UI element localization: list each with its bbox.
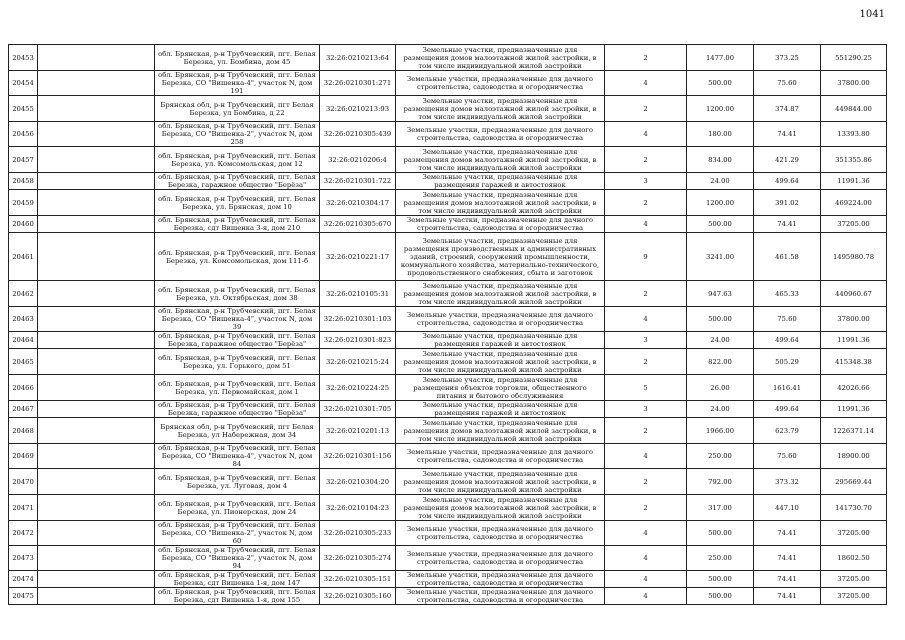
land-purpose-cell: Земельные участки, предназначенные для размещения домов малоэтажной жилой застройки, в том числе индивидуальной жилой застройки bbox=[396, 495, 605, 521]
address-cell bbox=[155, 332, 320, 349]
land-purpose-cell: Земельные участки, предназначенные для дачного строительства, садоводства и огородничества bbox=[396, 216, 605, 233]
blank-cell bbox=[38, 444, 155, 469]
cadastral-number-cell: 32:26:0210305:233 bbox=[320, 521, 396, 546]
address-text: обл. Брянская, р-н Трубчевский, пгт. Белая Березка, СО "Вишенка-2", участок N, дом 94 bbox=[158, 546, 316, 570]
land-purpose-cell: Земельные участки, предназначенные для дачного строительства, садоводства и огородничества bbox=[396, 444, 605, 469]
blank-cell bbox=[38, 96, 155, 122]
area-cell: 834.00 bbox=[687, 147, 754, 173]
cadastral-value-cell: 141730.70 bbox=[821, 495, 887, 521]
cadastral-value-cell: 37205.00 bbox=[821, 216, 887, 233]
address-cell bbox=[155, 571, 320, 588]
land-purpose-cell: Земельные участки, предназначенные для дачного строительства, садоводства и огородничества bbox=[396, 546, 605, 571]
address-text: Брянская обл, р-н Трубчевский, пгт Белая Березка, ул Бомбина, д 22 bbox=[160, 100, 314, 117]
table-row bbox=[9, 233, 887, 281]
row-id: 20474 bbox=[9, 571, 38, 588]
specific-value-cell: 374.87 bbox=[754, 96, 821, 122]
area-cell: 500.00 bbox=[687, 71, 754, 96]
specific-value-cell: 74.41 bbox=[754, 521, 821, 546]
cadastral-number-cell: 32:26:0210213:93 bbox=[320, 96, 396, 122]
land-purpose-cell: Земельные участки, предназначенные для дачного строительства, садоводства и огородничества bbox=[396, 122, 605, 147]
table-row bbox=[9, 71, 887, 96]
area-cell: 250.00 bbox=[687, 546, 754, 571]
cadastral-number-cell: 32:26:0210301:722 bbox=[320, 173, 396, 190]
blank-cell bbox=[38, 571, 155, 588]
specific-value-cell: 74.41 bbox=[754, 571, 821, 588]
cadastral-number-cell: 32:26:0210301:823 bbox=[320, 332, 396, 349]
land-purpose-cell: Земельные участки, предназначенные для дачного строительства, садоводства и огородничества bbox=[396, 571, 605, 588]
area-cell: 1966.00 bbox=[687, 418, 754, 444]
table-row bbox=[9, 495, 887, 521]
specific-value-cell: 505.29 bbox=[754, 349, 821, 375]
land-purpose-cell: Земельные участки, предназначенные для размещения домов малоэтажной жилой застройки, в том числе индивидуальной жилой застройки bbox=[396, 96, 605, 122]
address-text: обл. Брянская, р-н Трубчевский, пгт. Белая Березка, ул. Пионерская, дом 24 bbox=[158, 499, 316, 516]
address-cell bbox=[155, 216, 320, 233]
blank-cell bbox=[38, 307, 155, 332]
cadastral-number-cell: 32:26:0210221:17 bbox=[320, 233, 396, 281]
cadastral-value-cell: 18602.50 bbox=[821, 546, 887, 571]
specific-value-cell: 75.60 bbox=[754, 71, 821, 96]
cadastral-number-cell: 32:26:0210305:274 bbox=[320, 546, 396, 571]
address-text: обл. Брянская, р-н Трубчевский, пгт. Белая Березка, СО "Вишенка-4", участок N, дом 39 bbox=[158, 307, 316, 331]
cadastral-number-cell: 32:26:0210301:705 bbox=[320, 401, 396, 418]
address-text: обл. Брянская, р-н Трубчевский, пгт. Белая Березка, ул. Октябрьская, дом 38 bbox=[158, 285, 316, 302]
row-id: 20457 bbox=[9, 147, 38, 173]
row-id: 20473 bbox=[9, 546, 38, 571]
address-text: обл. Брянская, р-н Трубчевский, пгт. Белая Березка, гаражное общество "Берёза" bbox=[158, 401, 316, 417]
specific-value-cell: 75.60 bbox=[754, 307, 821, 332]
address-text: обл. Брянская, р-н Трубчевский, пгт. Белая Березка, гаражное общество "Берёза" bbox=[158, 173, 316, 189]
area-cell: 500.00 bbox=[687, 307, 754, 332]
cadastral-number-cell: 32:26:0210206:4 bbox=[320, 147, 396, 173]
table-row bbox=[9, 588, 887, 605]
address-text: Брянская обл, р-н Трубчевский, пгт Белая Березка, ул Набережная, дом 34 bbox=[160, 422, 314, 439]
group-cell: 2 bbox=[605, 495, 687, 521]
cadastral-number-cell: 32:26:0210305:151 bbox=[320, 571, 396, 588]
address-cell bbox=[155, 147, 320, 173]
cadastral-number-cell: 32:26:0210104:23 bbox=[320, 495, 396, 521]
row-id: 20470 bbox=[9, 469, 38, 495]
land-purpose-cell: Земельные участки, предназначенные для размещения домов малоэтажной жилой застройки, в том числе индивидуальной жилой застройки bbox=[396, 190, 605, 216]
address-text: обл. Брянская, р-н Трубчевский, пгт. Белая Березка, ул. Горького, дом 51 bbox=[158, 353, 316, 370]
group-cell: 4 bbox=[605, 546, 687, 571]
row-id: 20469 bbox=[9, 444, 38, 469]
cadastral-value-cell: 351355.86 bbox=[821, 147, 887, 173]
specific-value-cell: 447.10 bbox=[754, 495, 821, 521]
group-cell: 2 bbox=[605, 96, 687, 122]
blank-cell bbox=[38, 521, 155, 546]
address-cell bbox=[155, 307, 320, 332]
address-text: обл. Брянская, р-н Трубчевский, пгт. Белая Березка, гаражное общество "Берёза" bbox=[158, 332, 316, 348]
cadastral-number-cell: 32:26:0210304:17 bbox=[320, 190, 396, 216]
address-text: обл. Брянская, р-н Трубчевский, пгт. Белая Березка, ул. Первомайская, дом 1 bbox=[158, 379, 316, 396]
specific-value-cell: 623.79 bbox=[754, 418, 821, 444]
area-cell: 26.00 bbox=[687, 375, 754, 401]
group-cell: 2 bbox=[605, 281, 687, 307]
blank-cell bbox=[38, 332, 155, 349]
row-id: 20471 bbox=[9, 495, 38, 521]
land-purpose-cell: Земельные участки, предназначенные для размещения объектов торговли, общественного питания и бытового обслуживания bbox=[396, 375, 605, 401]
cadastral-number-cell: 32:26:0210105:31 bbox=[320, 281, 396, 307]
area-cell: 1200.00 bbox=[687, 190, 754, 216]
blank-cell bbox=[38, 190, 155, 216]
address-cell bbox=[155, 190, 320, 216]
land-purpose-cell: Земельные участки, предназначенные для размещения домов малоэтажной жилой застройки, в том числе индивидуальной жилой застройки bbox=[396, 469, 605, 495]
specific-value-cell: 499.64 bbox=[754, 401, 821, 418]
page-number: 1041 bbox=[859, 9, 885, 20]
land-purpose-cell: Земельные участки, предназначенные для размещения домов малоэтажной жилой застройки, в том числе индивидуальной жилой застройки bbox=[396, 147, 605, 173]
area-cell: 500.00 bbox=[687, 521, 754, 546]
address-cell bbox=[155, 469, 320, 495]
row-id: 20454 bbox=[9, 71, 38, 96]
area-cell: 180.00 bbox=[687, 122, 754, 147]
area-cell: 1200.00 bbox=[687, 96, 754, 122]
group-cell: 2 bbox=[605, 349, 687, 375]
blank-cell bbox=[38, 281, 155, 307]
group-cell: 9 bbox=[605, 233, 687, 281]
group-cell: 2 bbox=[605, 147, 687, 173]
address-text: обл. Брянская, р-н Трубчевский, пгт. Белая Березка, СО "Вишенка-4", участок N, дом 84 bbox=[158, 444, 316, 468]
row-id: 20465 bbox=[9, 349, 38, 375]
cadastral-number-cell: 32:26:0210213:64 bbox=[320, 45, 396, 71]
specific-value-cell: 1616.41 bbox=[754, 375, 821, 401]
cadastral-value-cell: 449844.00 bbox=[821, 96, 887, 122]
blank-cell bbox=[38, 216, 155, 233]
table-row bbox=[9, 349, 887, 375]
area-cell: 792.00 bbox=[687, 469, 754, 495]
table-row bbox=[9, 122, 887, 147]
address-cell bbox=[155, 495, 320, 521]
land-purpose-cell: Земельные участки, предназначенные для размещения гаражей и автостоянок bbox=[396, 401, 605, 418]
cadastral-value-cell: 37800.00 bbox=[821, 307, 887, 332]
cadastral-value-cell: 37205.00 bbox=[821, 571, 887, 588]
group-cell: 4 bbox=[605, 444, 687, 469]
group-cell: 2 bbox=[605, 45, 687, 71]
address-cell bbox=[155, 375, 320, 401]
cadastral-number-cell: 32:26:0210301:156 bbox=[320, 444, 396, 469]
table-row bbox=[9, 190, 887, 216]
area-cell: 500.00 bbox=[687, 588, 754, 605]
cadastral-value-cell: 1226371.14 bbox=[821, 418, 887, 444]
row-id: 20460 bbox=[9, 216, 38, 233]
specific-value-cell: 461.58 bbox=[754, 233, 821, 281]
group-cell: 4 bbox=[605, 216, 687, 233]
area-cell: 24.00 bbox=[687, 401, 754, 418]
cadastral-value-cell: 37800.00 bbox=[821, 71, 887, 96]
specific-value-cell: 421.29 bbox=[754, 147, 821, 173]
area-cell: 24.00 bbox=[687, 173, 754, 190]
cadastral-value-cell: 13393.80 bbox=[821, 122, 887, 147]
group-cell: 4 bbox=[605, 588, 687, 605]
row-id: 20455 bbox=[9, 96, 38, 122]
address-text: обл. Брянская, р-н Трубчевский, пгт. Белая Березка, ул. Комсомольская, дом 111-б bbox=[158, 248, 316, 265]
area-cell: 947.63 bbox=[687, 281, 754, 307]
specific-value-cell: 499.64 bbox=[754, 332, 821, 349]
row-id: 20458 bbox=[9, 173, 38, 190]
cadastral-number-cell: 32:26:0210301:103 bbox=[320, 307, 396, 332]
specific-value-cell: 373.25 bbox=[754, 45, 821, 71]
area-cell: 500.00 bbox=[687, 216, 754, 233]
table-row bbox=[9, 216, 887, 233]
land-purpose-cell: Земельные участки, предназначенные для дачного строительства, садоводства и огородничества bbox=[396, 521, 605, 546]
cadastral-number-cell: 32:26:0210305:439 bbox=[320, 122, 396, 147]
group-cell: 4 bbox=[605, 307, 687, 332]
blank-cell bbox=[38, 375, 155, 401]
table-row bbox=[9, 375, 887, 401]
row-id: 20472 bbox=[9, 521, 38, 546]
address-text: обл. Брянская, р-н Трубчевский, пгт. Белая Березка, ул. Луговая, дом 4 bbox=[158, 473, 316, 490]
address-text: обл. Брянская, р-н Трубчевский, пгт. Белая Березка, СО "Вишенка-2", участок N, дом 258 bbox=[158, 122, 316, 146]
cadastral-value-cell: 469224.00 bbox=[821, 190, 887, 216]
address-text: обл. Брянская, р-н Трубчевский, пгт. Белая Березка, ул. Бомбина, дом 45 bbox=[158, 49, 316, 66]
group-cell: 2 bbox=[605, 418, 687, 444]
blank-cell bbox=[38, 469, 155, 495]
specific-value-cell: 74.41 bbox=[754, 216, 821, 233]
blank-cell bbox=[38, 122, 155, 147]
row-id: 20468 bbox=[9, 418, 38, 444]
cadastral-value-cell: 42026.66 bbox=[821, 375, 887, 401]
cadastral-number-cell: 32:26:0210201:13 bbox=[320, 418, 396, 444]
table-row bbox=[9, 96, 887, 122]
cadastral-value-cell: 11991.36 bbox=[821, 332, 887, 349]
cadastral-value-cell: 295669.44 bbox=[821, 469, 887, 495]
cadastral-value-table bbox=[8, 44, 887, 605]
blank-cell bbox=[38, 418, 155, 444]
table-row bbox=[9, 173, 887, 190]
group-cell: 2 bbox=[605, 190, 687, 216]
cadastral-number-cell: 32:26:0210305:670 bbox=[320, 216, 396, 233]
row-id: 20466 bbox=[9, 375, 38, 401]
specific-value-cell: 465.33 bbox=[754, 281, 821, 307]
area-cell: 822.00 bbox=[687, 349, 754, 375]
row-id: 20463 bbox=[9, 307, 38, 332]
cadastral-number-cell: 32:26:0210304:20 bbox=[320, 469, 396, 495]
group-cell: 4 bbox=[605, 571, 687, 588]
cadastral-number-cell: 32:26:0210301:271 bbox=[320, 71, 396, 96]
table-row bbox=[9, 571, 887, 588]
blank-cell bbox=[38, 401, 155, 418]
address-text: обл. Брянская, р-н Трубчевский, пгт. Белая Березка, ул. Брянская, дом 10 bbox=[158, 194, 316, 211]
address-text: обл. Брянская, р-н Трубчевский, пгт. Белая Березка, сдт Вишенка 1-я, дом 147 bbox=[158, 571, 316, 587]
address-text: обл. Брянская, р-н Трубчевский, пгт. Белая Березка, СО "Вишенка-2", участок N, дом 60 bbox=[158, 521, 316, 545]
group-cell: 3 bbox=[605, 401, 687, 418]
cadastral-number-cell: 32:26:0210224:25 bbox=[320, 375, 396, 401]
row-id: 20459 bbox=[9, 190, 38, 216]
table-row bbox=[9, 147, 887, 173]
land-purpose-cell: Земельные участки, предназначенные для размещения гаражей и автостоянок bbox=[396, 332, 605, 349]
group-cell: 4 bbox=[605, 122, 687, 147]
table-row bbox=[9, 418, 887, 444]
address-text: обл. Брянская, р-н Трубчевский, пгт. Белая Березка, сдт Вишенка 3-я, дом 210 bbox=[158, 216, 316, 232]
address-cell bbox=[155, 401, 320, 418]
cadastral-value-cell: 18900.00 bbox=[821, 444, 887, 469]
specific-value-cell: 74.41 bbox=[754, 588, 821, 605]
row-id: 20453 bbox=[9, 45, 38, 71]
specific-value-cell: 373.32 bbox=[754, 469, 821, 495]
address-cell bbox=[155, 45, 320, 71]
address-cell bbox=[155, 349, 320, 375]
row-id: 20456 bbox=[9, 122, 38, 147]
table-row bbox=[9, 469, 887, 495]
address-cell bbox=[155, 521, 320, 546]
specific-value-cell: 74.41 bbox=[754, 122, 821, 147]
table-row bbox=[9, 45, 887, 71]
group-cell: 3 bbox=[605, 332, 687, 349]
address-text: обл. Брянская, р-н Трубчевский, пгт. Белая Березка, ул. Комсомольская, дом 12 bbox=[158, 151, 316, 168]
land-purpose-cell: Земельные участки, предназначенные для дачного строительства, садоводства и огородничества bbox=[396, 588, 605, 605]
row-id: 20462 bbox=[9, 281, 38, 307]
land-purpose-cell: Земельные участки, предназначенные для размещения домов малоэтажной жилой застройки, в том числе индивидуальной жилой застройки bbox=[396, 45, 605, 71]
blank-cell bbox=[38, 233, 155, 281]
land-purpose-cell: Земельные участки, предназначенные для дачного строительства, садоводства и огородничества bbox=[396, 71, 605, 96]
address-cell bbox=[155, 281, 320, 307]
land-purpose-cell: Земельные участки, предназначенные для размещения домов малоэтажной жилой застройки, в том числе индивидуальной жилой застройки bbox=[396, 281, 605, 307]
cadastral-number-cell: 32:26:0210305:160 bbox=[320, 588, 396, 605]
land-purpose-cell: Земельные участки, предназначенные для дачного строительства, садоводства и огородничества bbox=[396, 307, 605, 332]
table-row bbox=[9, 307, 887, 332]
area-cell: 24.00 bbox=[687, 332, 754, 349]
cadastral-value-cell: 551290.25 bbox=[821, 45, 887, 71]
table-row bbox=[9, 401, 887, 418]
address-cell bbox=[155, 444, 320, 469]
land-purpose-cell: Земельные участки, предназначенные для размещения производственных и административных зданий, строений, сооружений промышленности, коммунального хозяйства, материально-технического, продовольственного снабжения, сбыта и заготовок bbox=[396, 233, 605, 281]
area-cell: 500.00 bbox=[687, 571, 754, 588]
blank-cell bbox=[38, 349, 155, 375]
cadastral-value-cell: 415348.38 bbox=[821, 349, 887, 375]
specific-value-cell: 75.60 bbox=[754, 444, 821, 469]
row-id: 20475 bbox=[9, 588, 38, 605]
area-cell: 250.00 bbox=[687, 444, 754, 469]
address-cell bbox=[155, 418, 320, 444]
row-id: 20461 bbox=[9, 233, 38, 281]
table-row bbox=[9, 444, 887, 469]
specific-value-cell: 391.02 bbox=[754, 190, 821, 216]
specific-value-cell: 74.41 bbox=[754, 546, 821, 571]
cadastral-number-cell: 32:26:0210215:24 bbox=[320, 349, 396, 375]
address-text: обл. Брянская, р-н Трубчевский, пгт. Белая Березка, СО "Вишенка-4", участок N, дом 191 bbox=[158, 71, 316, 95]
table-row bbox=[9, 546, 887, 571]
group-cell: 2 bbox=[605, 469, 687, 495]
table-row bbox=[9, 281, 887, 307]
cadastral-value-cell: 440960.67 bbox=[821, 281, 887, 307]
table-row bbox=[9, 332, 887, 349]
address-cell bbox=[155, 588, 320, 605]
address-cell bbox=[155, 546, 320, 571]
land-purpose-cell: Земельные участки, предназначенные для размещения гаражей и автостоянок bbox=[396, 173, 605, 190]
row-id: 20467 bbox=[9, 401, 38, 418]
table-row bbox=[9, 521, 887, 546]
address-cell bbox=[155, 71, 320, 96]
address-cell bbox=[155, 173, 320, 190]
cadastral-value-cell: 1495980.78 bbox=[821, 233, 887, 281]
specific-value-cell: 499.64 bbox=[754, 173, 821, 190]
address-text: обл. Брянская, р-н Трубчевский, пгт. Белая Березка, сдт Вишенка 1-я, дом 155 bbox=[158, 588, 316, 604]
land-purpose-cell: Земельные участки, предназначенные для размещения домов малоэтажной жилой застройки, в том числе индивидуальной жилой застройки bbox=[396, 349, 605, 375]
area-cell: 317.00 bbox=[687, 495, 754, 521]
cadastral-value-cell: 37205.00 bbox=[821, 588, 887, 605]
area-cell: 3241.00 bbox=[687, 233, 754, 281]
blank-cell bbox=[38, 45, 155, 71]
group-cell: 3 bbox=[605, 173, 687, 190]
address-cell bbox=[155, 233, 320, 281]
address-cell bbox=[155, 122, 320, 147]
cadastral-value-cell: 37205.00 bbox=[821, 521, 887, 546]
land-purpose-cell: Земельные участки, предназначенные для размещения домов малоэтажной жилой застройки, в том числе индивидуальной жилой застройки bbox=[396, 418, 605, 444]
cadastral-value-cell: 11991.36 bbox=[821, 401, 887, 418]
group-cell: 5 bbox=[605, 375, 687, 401]
row-id: 20464 bbox=[9, 332, 38, 349]
cadastral-value-cell: 11991.36 bbox=[821, 173, 887, 190]
address-cell bbox=[155, 96, 320, 122]
group-cell: 4 bbox=[605, 71, 687, 96]
blank-cell bbox=[38, 495, 155, 521]
group-cell: 4 bbox=[605, 521, 687, 546]
area-cell: 1477.00 bbox=[687, 45, 754, 71]
blank-cell bbox=[38, 147, 155, 173]
blank-cell bbox=[38, 588, 155, 605]
blank-cell bbox=[38, 71, 155, 96]
blank-cell bbox=[38, 173, 155, 190]
blank-cell bbox=[38, 546, 155, 571]
